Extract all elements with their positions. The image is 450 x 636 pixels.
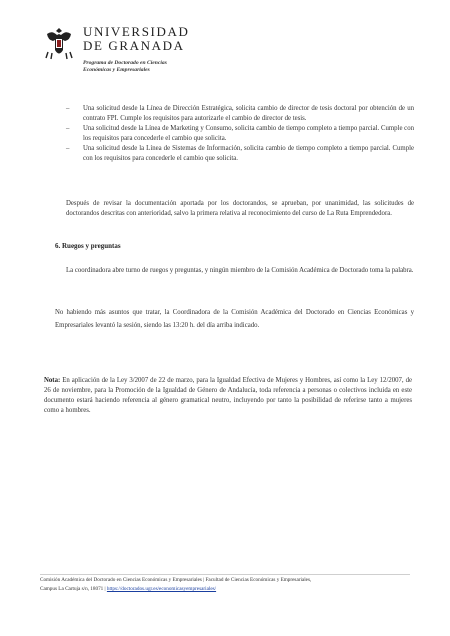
bullet-dash: – (66, 125, 70, 132)
request-list (66, 104, 414, 164)
footer-address: Campus La Cartuja s/n, 18071 | (40, 586, 107, 592)
note-label: Nota: (44, 377, 61, 384)
footer (40, 576, 420, 594)
list-item (66, 144, 414, 164)
review-paragraph: Después de revisar la documentación aportada por los doctorandos, se aprueban, por unanimidad, las solicitudes de doctorandos descritas con anterioridad, salvo la primera relativa al reconocimiento del curso de La Ruta Emprendedora. (66, 200, 414, 217)
list-item (66, 104, 414, 124)
program-name-line2: Económicas y Empresariales (83, 67, 150, 73)
university-shield-eagle-icon (44, 26, 74, 60)
bullet-dash: – (66, 105, 70, 112)
note-text: En aplicación de la Ley 3/2007 de 22 de marzo, para la Igualdad Efectiva de Mujeres y Hombres, así como la Ley 12/2007, de 26 de noviembre, para la Promoción de la Igualdad de Género de Andalucía, toda referencia a personas o colectivos incluida en este documento estará haciendo referencia al género gramatical neutro, incluyendo por tanto la posibilidad de referirse tanto a mujeres como a hombres. (44, 377, 412, 414)
section-heading: 6. Ruegos y preguntas (55, 242, 121, 250)
footer-divider (40, 574, 410, 575)
program-name (83, 60, 213, 74)
list-item-text: Una solicitud desde la Línea de Dirección Estratégica, solicita cambio de director de tesis doctoral por obtención de un contrato FPI. Cumple los requisitos para autorizarle el cambio de director de tesis. (83, 105, 414, 122)
university-name-line1: UNIVERSIDAD (83, 24, 190, 39)
list-item-text: Una solicitud desde la Línea de Sistemas de Información, solicita cambio de tiempo completo a tiempo parcial. Cumple con los requisitos para concederle el cambio que solicita. (83, 145, 414, 162)
footer-website-link[interactable]: https://doctorados.ugr.es/economicasyempresariales/ (106, 586, 217, 592)
list-item-text: Una solicitud desde la Línea de Marketing y Consumo, solicita cambio de tiempo completo a tiempo parcial. Cumple con los requisitos para concederle el cambio que solicita. (83, 125, 414, 142)
program-name-line1: Programa de Doctorado en Ciencias (83, 60, 167, 66)
closing-paragraph: No habiendo más asuntos que tratar, la Coordinadora de la Comisión Académica del Doctorado en Ciencias Económicas y Empresariales levantó la sesión, siendo las 13:20 h. del día arriba indicado. (55, 309, 414, 329)
bullet-dash: – (66, 145, 70, 152)
footer-line2 (40, 585, 420, 594)
university-name-line2: DE GRANADA (83, 38, 185, 53)
list-item (66, 124, 414, 144)
questions-paragraph: La coordinadora abre turno de ruegos y preguntas, y ningún miembro de la Comisión Académica de Doctorado toma la palabra. (66, 267, 414, 274)
footer-line1: Comisión Académica del Doctorado en Ciencias Económicas y Empresariales | Facultad de Ciencias Económicas y Empresariales, (40, 577, 312, 583)
gender-note (44, 376, 412, 416)
